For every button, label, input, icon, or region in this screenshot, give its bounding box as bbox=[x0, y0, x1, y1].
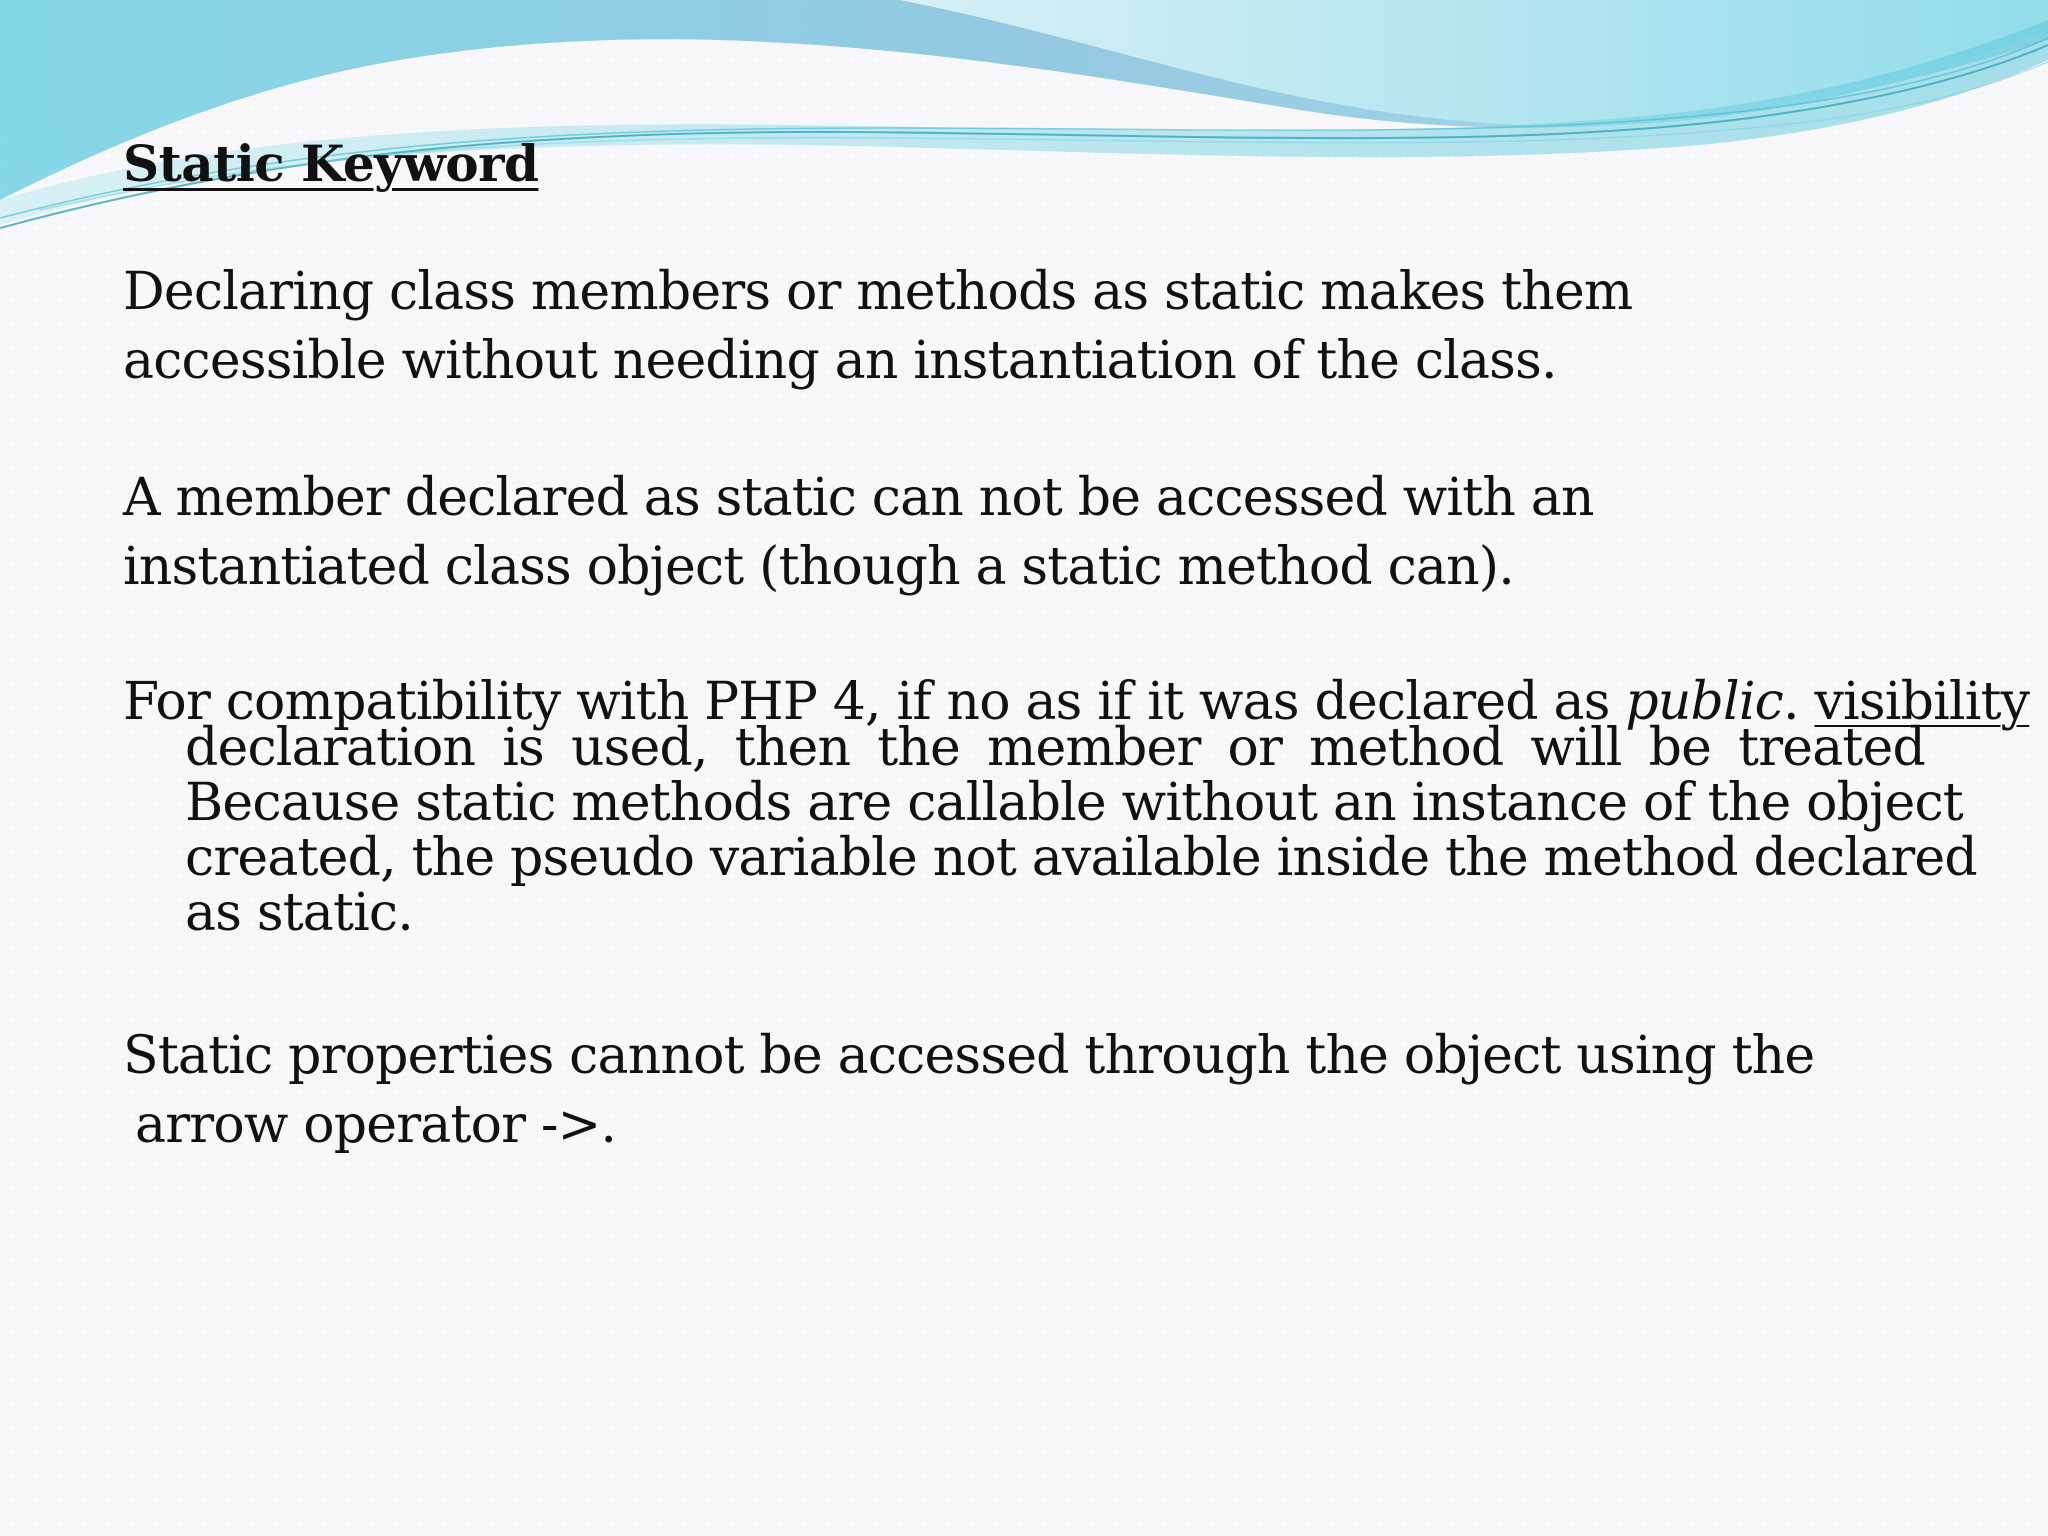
public-keyword: public bbox=[1625, 672, 1783, 732]
paragraph-line bbox=[123, 1091, 1814, 1160]
slide-title: Static Keyword bbox=[123, 134, 539, 193]
text-segment: . bbox=[1783, 672, 1815, 732]
paragraph-hanging-lines bbox=[185, 718, 1977, 943]
paragraph-line: Declaring class members or methods as static makes them bbox=[123, 262, 1633, 322]
paragraph-line: Static properties cannot be accessed through the object using the bbox=[123, 1026, 1815, 1086]
paragraph-static-declaration bbox=[123, 258, 1632, 396]
paragraph-line: Because static methods are callable without an instance of the object bbox=[185, 773, 1963, 833]
paragraph-static-properties bbox=[123, 1022, 1814, 1160]
paragraph-line: A member declared as static can not be accessed with an bbox=[123, 468, 1594, 528]
header-wave-decoration bbox=[0, 0, 2048, 240]
paragraph-line: as static. bbox=[185, 883, 413, 943]
paragraph-line: created, the pseudo variable not available inside the method declared bbox=[185, 828, 1977, 888]
arrow-operator-text: arrow operator ->. bbox=[135, 1095, 617, 1155]
paragraph-line: instantiated class object (though a static method can). bbox=[123, 537, 1515, 597]
paragraph-line: accessible without needing an instantiation of the class. bbox=[123, 331, 1557, 391]
paragraph-line: declaration is used, then the member or method will be treated bbox=[185, 718, 1925, 778]
paragraph-php4-compatibility bbox=[123, 668, 2030, 943]
paragraph-static-access bbox=[123, 464, 1594, 602]
visibility-word: visibility bbox=[1814, 672, 2030, 732]
text-segment: For compatibility with PHP 4, if no as if it was declared as bbox=[123, 672, 1626, 732]
